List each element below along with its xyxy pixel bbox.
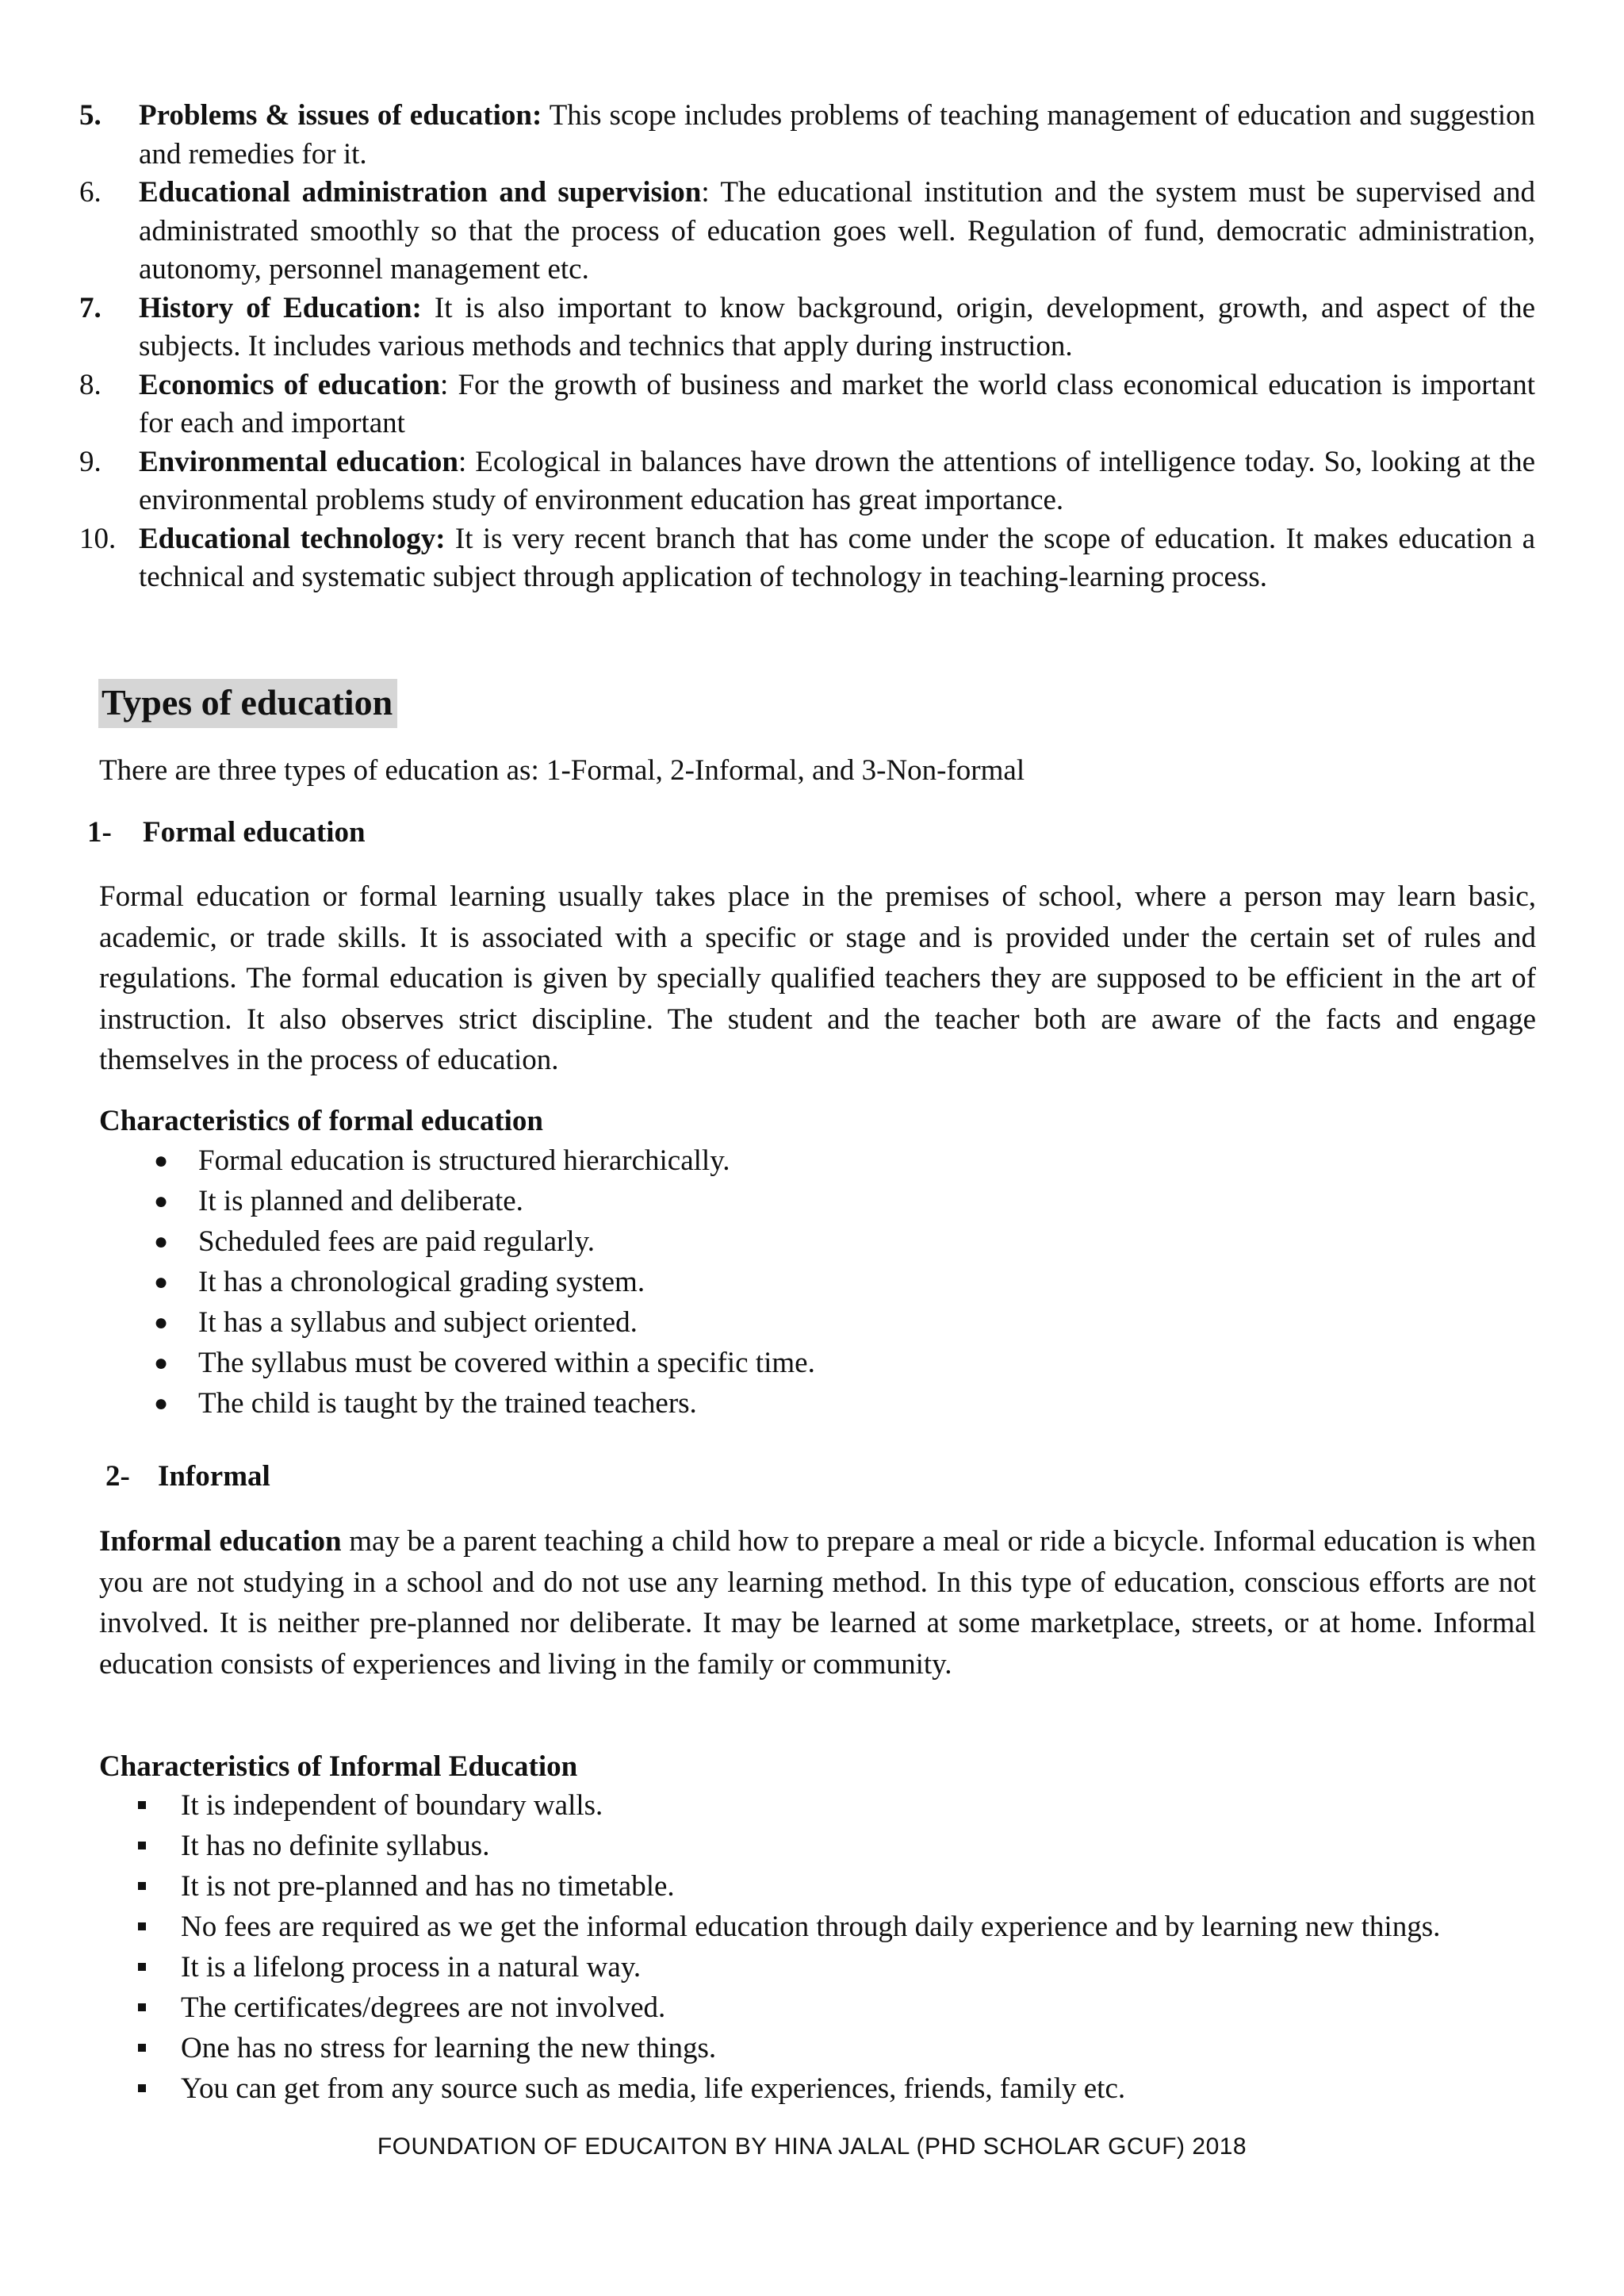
list-text: The child is taught by the trained teachers.: [198, 1387, 697, 1420]
formal-characteristics-heading: Characteristics of formal education: [99, 1105, 544, 1137]
list-item: [135, 1947, 1536, 1987]
square-bullet-icon: [138, 2044, 146, 2052]
informal-characteristics-heading: Characteristics of Informal Education: [99, 1750, 578, 1783]
list-number: 9.: [79, 445, 102, 478]
list-item: [135, 1987, 1536, 2028]
list-item: [135, 2068, 1536, 2109]
formal-heading-text: Formal education: [143, 816, 366, 849]
scope-list: [79, 97, 1535, 597]
list-number: 8.: [79, 368, 102, 401]
page-footer: FOUNDATION OF EDUCAITON BY HINA JALAL (PHD SCHOLAR GCUF) 2018: [377, 2133, 1247, 2160]
list-text: One has no stress for learning the new things.: [181, 2032, 717, 2064]
list-item: [135, 1826, 1536, 1866]
list-term: Problems & issues of education:: [139, 99, 542, 132]
types-intro: There are three types of education as: 1-Formal, 2-Informal, and 3-Non-formal: [99, 754, 1025, 787]
informal-number: 2-: [105, 1460, 130, 1493]
list-text: The syllabus must be covered within a specific time.: [198, 1347, 815, 1379]
square-bullet-icon: [138, 2003, 146, 2011]
informal-heading: [105, 1458, 270, 1496]
list-item: [152, 1221, 1536, 1262]
list-text: No fees are required as we get the informal education through daily experience and by learning new things.: [181, 1911, 1441, 1943]
list-text: It has a syllabus and subject oriented.: [198, 1306, 638, 1339]
list-item: [79, 366, 1535, 443]
list-number: 6.: [79, 176, 102, 209]
informal-paragraph-text: may be a parent teaching a child how to prepare a meal or ride a bicycle. Informal education is when you are not studying in a school and do not use any learning method. In this type of education, conscious efforts are not involved. It is neither pre-planned nor deliberate. It may be learned at some marketplace, streets, or at home. Informal education consists of experiences and living in the family or community.: [99, 1525, 1536, 1681]
list-text: It has a chronological grading system.: [198, 1266, 645, 1298]
square-bullet-icon: [138, 1842, 146, 1849]
list-term: Environmental education: [139, 445, 458, 478]
list-item: [152, 1181, 1536, 1221]
list-item: [79, 289, 1535, 366]
bullet-icon: ●: [154, 1350, 169, 1376]
list-item: [152, 1383, 1536, 1424]
list-number: 7.: [79, 291, 102, 324]
list-item: [135, 2028, 1536, 2068]
list-text: It is independent of boundary walls.: [181, 1789, 603, 1822]
bullet-icon: ●: [154, 1188, 169, 1214]
types-of-education-heading: Types of education: [98, 679, 397, 728]
formal-number: 1-: [87, 816, 112, 849]
list-text: This scope includes problems of teaching management of education and suggestion and remedies for it.: [139, 99, 1535, 171]
list-text: It is planned and deliberate.: [198, 1185, 523, 1217]
list-term: Educational technology:: [139, 522, 446, 555]
bullet-icon: ●: [154, 1269, 169, 1295]
bullet-icon: ●: [154, 1148, 169, 1174]
list-text: : Ecological in balances have drown the attentions of intelligence today. So, looking at the environmental problems study of environment education has great importance.: [139, 445, 1535, 516]
list-term: Educational administration and supervision: [139, 176, 702, 209]
list-term: History of Education:: [139, 291, 422, 324]
list-item: [135, 1866, 1536, 1907]
list-text: It is very recent branch that has come under the scope of education. It makes education a technical and systematic subject through application of technology in teaching-learning process.: [139, 522, 1536, 593]
square-bullet-icon: [138, 1882, 146, 1890]
list-item: [152, 1343, 1536, 1383]
list-text: You can get from any source such as media, life experiences, friends, family etc.: [181, 2072, 1126, 2105]
list-text: Scheduled fees are paid regularly.: [198, 1225, 595, 1258]
bullet-icon: ●: [154, 1228, 169, 1255]
square-bullet-icon: [138, 1922, 146, 1930]
list-text: : For the growth of business and market the world class economical education is important for each and important: [139, 368, 1535, 439]
list-item: [135, 1907, 1536, 1947]
list-item: [152, 1262, 1536, 1302]
list-item: [135, 1785, 1536, 1826]
informal-paragraph: [99, 1521, 1536, 1685]
list-text: The certificates/degrees are not involved.: [181, 1991, 666, 2024]
list-text: Formal education is structured hierarchically.: [198, 1144, 730, 1177]
list-text: It is not pre-planned and has no timetable.: [181, 1870, 675, 1903]
formal-characteristics-list: [152, 1140, 1536, 1424]
list-term: Economics of education: [139, 368, 440, 401]
list-item: [79, 443, 1535, 520]
list-item: [152, 1302, 1536, 1343]
list-text: : The educational institution and the system must be supervised and administrated smoothly so that the process of education goes well. Regulation of fund, democratic administration, autonomy, personnel management etc.: [139, 176, 1535, 286]
bullet-icon: ●: [154, 1390, 169, 1416]
square-bullet-icon: [138, 1963, 146, 1971]
list-text: It is also important to know background, origin, development, growth, and aspect of the subjects. It includes various methods and technics that apply during instruction.: [139, 291, 1535, 362]
formal-paragraph: Formal education or formal learning usually takes place in the premises of school, where a person may learn basic, academic, or trade skills. It is associated with a specific or stage and is provided under the certain set of rules and regulations. The formal education is given by specially qualified teachers they are supposed to be efficient in the art of instruction. It also observes strict discipline. The student and the teacher both are aware of the facts and engage themselves in the process of education.: [99, 880, 1536, 1076]
informal-lead-term: Informal education: [99, 1525, 342, 1558]
list-item: [79, 97, 1535, 174]
informal-characteristics-list: [135, 1785, 1536, 2109]
list-item: [152, 1140, 1536, 1181]
list-item: [79, 520, 1535, 597]
list-number: 10.: [79, 522, 117, 555]
bullet-icon: ●: [154, 1309, 169, 1336]
list-text: It is a lifelong process in a natural way.: [181, 1951, 642, 1984]
square-bullet-icon: [138, 2084, 146, 2092]
informal-heading-text: Informal: [158, 1460, 270, 1493]
formal-heading: [87, 814, 366, 852]
list-item: [79, 174, 1535, 289]
list-text: It has no definite syllabus.: [181, 1830, 490, 1862]
list-number: 5.: [79, 99, 102, 132]
square-bullet-icon: [138, 1801, 146, 1809]
